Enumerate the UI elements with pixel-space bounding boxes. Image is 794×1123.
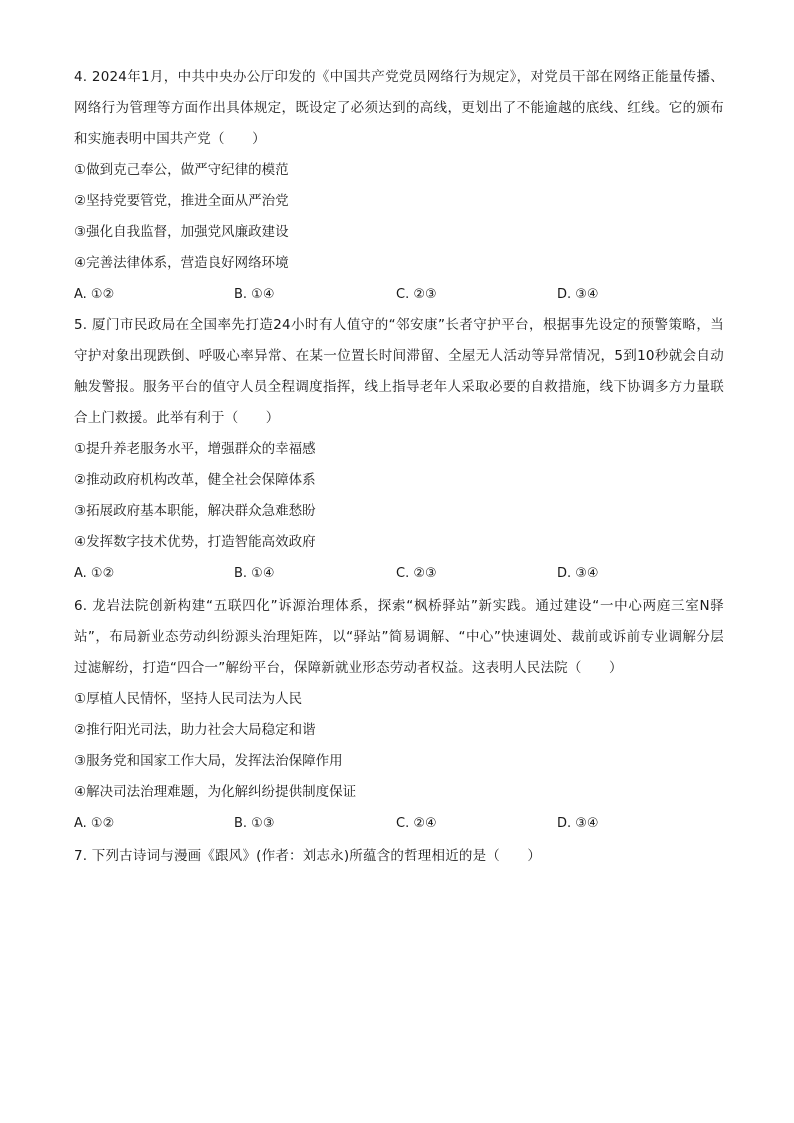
statement-1: ①做到克己奉公，做严守纪律的模范 bbox=[74, 162, 289, 178]
choice-c: C. ②③ bbox=[396, 566, 437, 581]
choice-a: A. ①② bbox=[74, 566, 115, 581]
statement-4: ④完善法律体系，营造良好网络环境 bbox=[74, 255, 289, 271]
statement-4: ④发挥数字技术优势，打造智能高效政府 bbox=[74, 534, 316, 550]
answer-choices bbox=[74, 808, 724, 839]
statement-2: ②推动政府机构改革，健全社会保障体系 bbox=[74, 472, 316, 488]
choice-b: B. ①④ bbox=[234, 287, 275, 302]
choice-d: D. ③④ bbox=[557, 287, 599, 302]
statement-1: ①厚植人民情怀，坚持人民司法为人民 bbox=[74, 691, 303, 707]
statement-3: ③强化自我监督，加强党风廉政建设 bbox=[74, 224, 289, 240]
statement-2: ②推行阳光司法，助力社会大局稳定和谐 bbox=[74, 722, 316, 738]
choice-d: D. ③④ bbox=[557, 566, 599, 581]
choice-c: C. ②③ bbox=[396, 287, 437, 302]
question-5 bbox=[74, 310, 724, 589]
statement-3: ③服务党和国家工作大局，发挥法治保障作用 bbox=[74, 753, 343, 769]
choice-c: C. ②④ bbox=[396, 816, 437, 831]
answer-choices bbox=[74, 279, 724, 310]
choice-d: D. ③④ bbox=[557, 816, 599, 831]
statement-1: ①提升养老服务水平，增强群众的幸福感 bbox=[74, 441, 316, 457]
statement-4: ④解决司法治理难题，为化解纠纷提供制度保证 bbox=[74, 784, 357, 800]
choice-b: B. ①④ bbox=[234, 566, 275, 581]
statement-3: ③拓展政府基本职能，解决群众急难愁盼 bbox=[74, 503, 316, 519]
choice-a: A. ①② bbox=[74, 816, 115, 831]
question-stem: 6. 龙岩法院创新构建“五联四化”诉源治理体系，探索“枫桥驿站”新实践。通过建设“一中心两庭三室N驿站”，布局新业态劳动纠纷源头治理矩阵，以“驿站”简易调解、“中心”快速调处、裁前或诉前专业调解分层过滤解纷，打造“四合一”解纷平台，保障新就业形态劳动者权益。这表明人民法院（ ） bbox=[74, 598, 724, 676]
statement-2: ②坚持党要管党，推进全面从严治党 bbox=[74, 193, 289, 209]
choice-a: A. ①② bbox=[74, 287, 115, 302]
answer-choices bbox=[74, 558, 724, 589]
question-7 bbox=[74, 841, 724, 872]
question-6 bbox=[74, 591, 724, 839]
choice-b: B. ①③ bbox=[234, 816, 275, 831]
question-4 bbox=[74, 62, 724, 310]
question-stem: 4. 2024年1月，中共中央办公厅印发的《中国共产党党员网络行为规定》，对党员干部在网络正能量传播、网络行为管理等方面作出具体规定，既设定了必须达到的高线，更划出了不能逾越的底线、红线。它的颁布和实施表明中国共产党（ ） bbox=[74, 69, 724, 147]
question-stem: 7. 下列古诗词与漫画《跟风》(作者：刘志永)所蕴含的哲理相近的是（ ） bbox=[74, 848, 542, 864]
question-stem: 5. 厦门市民政局在全国率先打造24小时有人值守的“邻安康”长者守护平台，根据事先设定的预警策略，当守护对象出现跌倒、呼吸心率异常、在某一位置长时间滞留、全屋无人活动等异常情况，5到10秒就会自动触发警报。服务平台的值守人员全程调度指挥，线上指导老年人采取必要的自救措施，线下协调多方力量联合上门救援。此举有利于（ ） bbox=[74, 317, 724, 426]
